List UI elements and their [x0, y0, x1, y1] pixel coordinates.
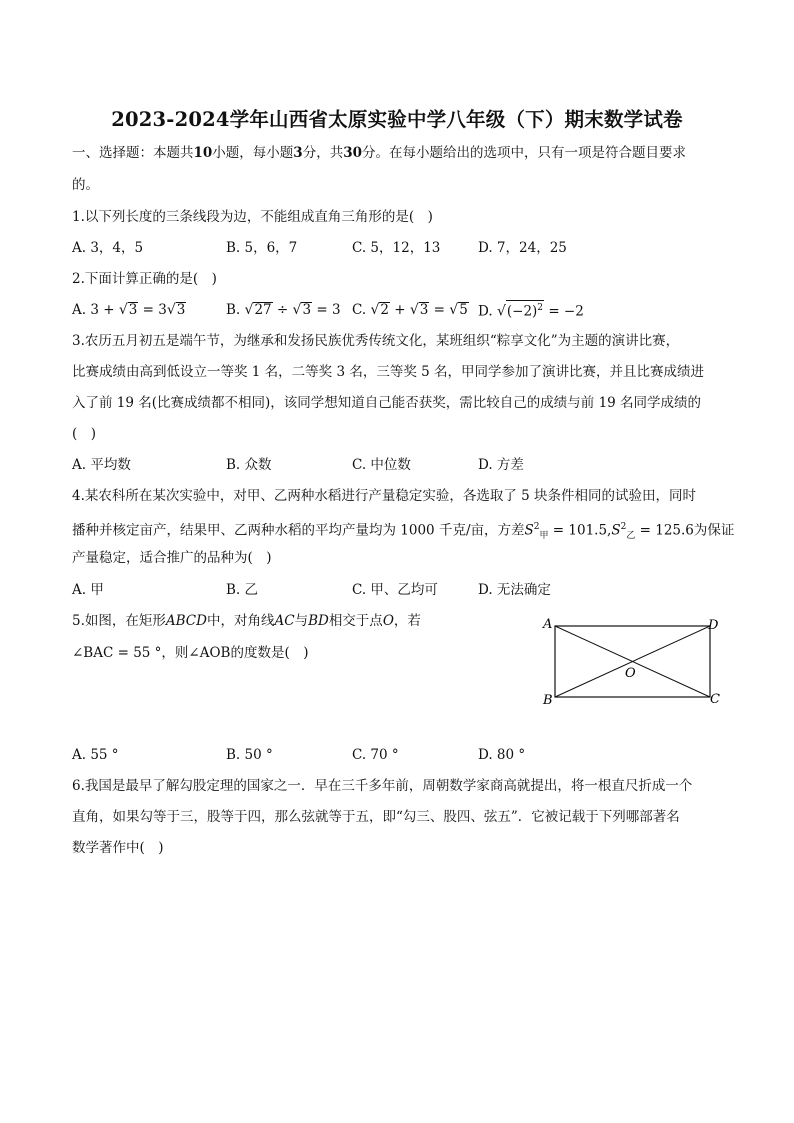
question-6-line-3: 数学著作中( ) — [72, 840, 164, 856]
option-b-text: ÷ — [272, 302, 293, 318]
points-each: 3 — [293, 145, 303, 161]
variance-subscript: 乙 — [626, 531, 636, 542]
option-a-text: = 3 — [138, 302, 167, 318]
question-3-line-3: 入了前 19 名(比赛成绩都不相同)，该同学想知道自己能否获奖，需比较自己的成绩与前 19 名同学成绩的 — [72, 395, 702, 411]
question-6-line-2: 直角，如果勾等于三，股等于四，那么弦就等于五，即“勾三、股四、弦五”．它被记载于下列哪部著名 — [72, 809, 680, 825]
rectangle-figure — [535, 612, 725, 710]
option-d-text: D. — [478, 303, 497, 320]
question-1-option-b: B. 5，6，7 — [226, 240, 298, 256]
radicand-base: (−2) — [506, 303, 538, 320]
question-3-option-c: C. 中位数 — [352, 457, 411, 473]
question-5-option-d: D. 80 ° — [478, 747, 526, 763]
radicand: 3 — [419, 302, 429, 318]
variance-value: = 101.5, — [548, 522, 612, 539]
variance-subscript: 甲 — [539, 531, 549, 542]
option-b-text: = 3 — [312, 302, 341, 318]
vertex-label-b: B — [543, 693, 553, 708]
variance-symbol: S — [611, 522, 621, 539]
section-heading-line2: 的。 — [72, 177, 99, 193]
question-4-option-d: D. 无法确定 — [478, 582, 551, 598]
question-5-text: ，若 — [393, 613, 421, 629]
question-1-option-d: D. 7，24，25 — [478, 240, 567, 256]
diagonal-ac: AC — [274, 613, 295, 629]
diagonal-bd: BD — [308, 613, 329, 629]
section-heading-part: 小题，每小题 — [212, 145, 294, 161]
question-5-option-b: B. 50 ° — [226, 747, 273, 763]
option-c-text: C. — [352, 302, 371, 318]
question-6-line-1: 6.我国是最早了解勾股定理的国家之一．早在三千多年前，周朝数学家商高就提出，将一根直尺折成一个 — [72, 778, 693, 794]
question-3-option-d: D. 方差 — [478, 457, 524, 473]
question-4-option-c: C. 甲、乙均可 — [352, 582, 438, 598]
question-4-option-a: A. 甲 — [72, 582, 104, 598]
option-d-text: = −2 — [544, 303, 584, 320]
vertex-label-a: A — [543, 617, 553, 632]
option-a-text: A. 3 + — [72, 302, 119, 318]
rectangle-name: ABCD — [165, 613, 207, 629]
center-label-o: O — [625, 666, 636, 681]
section-heading-part: 一、选择题：本题共 — [72, 145, 194, 161]
radicand: 3 — [128, 302, 138, 318]
question-2-option-b: B. √27 ÷ √3 = 3 — [226, 302, 341, 318]
exponent: 2 — [537, 303, 544, 313]
radicand: 5 — [459, 302, 468, 318]
radicand: 27 — [254, 302, 272, 318]
question-5-line-2: ∠BAC = 55 °，则∠AOB的度数是( ) — [72, 645, 309, 661]
question-5-text: 与 — [294, 613, 309, 629]
section-heading — [72, 143, 686, 163]
vertex-label-c: C — [710, 692, 720, 707]
question-3-line-4: ( ) — [72, 426, 97, 442]
exam-title: 2023-2024学年山西省太原实验中学八年级（下）期末数学试卷 — [111, 108, 683, 131]
question-4-line-2: 播种并核定亩产，结果甲、乙两种水稻的平均产量均为 1000 千克/亩，方差$S^2_甲 = 101.5,S^2_乙 = 125.6$为保证 — [72, 522, 735, 542]
question-5-text: 相交于点 — [328, 613, 383, 629]
question-5-line-1 — [72, 611, 421, 631]
question-4-line-3: 产量稳定，适合推广的品种为( ) — [72, 550, 272, 566]
radicand: 3 — [176, 302, 186, 318]
question-1-stem: 1.以下列长度的三条线段为边，不能组成直角三角形的是( ) — [72, 209, 433, 225]
option-c-text: + — [389, 302, 410, 318]
question-3-line-1: 3.农历五月初五是端午节，为继承和发扬民族优秀传统文化，某班组织“粽享文化”为主题的演讲比赛， — [72, 333, 680, 349]
radicand: 3 — [302, 302, 312, 318]
question-3-option-b: B. 众数 — [226, 457, 272, 473]
question-2-option-d: D. $√(-2)^2 = -2$ — [478, 300, 584, 322]
question-2-stem: 2.下面计算正确的是( ) — [72, 271, 217, 287]
question-3-line-2: 比赛成绩由高到低设立一等奖 1 名，二等奖 3 名，三等奖 5 名，甲同学参加了演讲比赛，并且比赛成绩进 — [72, 364, 705, 380]
radicand — [506, 300, 544, 320]
question-2-option-a: A. 3 + √3 = 3√3 — [72, 302, 186, 318]
question-4-text: 播种并核定亩产，结果甲、乙两种水稻的平均产量均为 1000 千克/亩，方差 — [72, 522, 525, 539]
variance-symbol: S — [524, 522, 534, 539]
radicand: 2 — [380, 302, 389, 318]
question-1-option-a: A. 3，4，5 — [72, 240, 144, 256]
question-5-text: 5.如图，在矩形 — [72, 613, 166, 629]
vertex-label-d: D — [708, 618, 719, 633]
question-3-option-a: A. 平均数 — [72, 457, 131, 473]
question-4-line-1: 4.某农科所在某次实验中，对甲、乙两种水稻进行产量稳定实验，各选取了 5 块条件相同的试验田，同时 — [72, 488, 697, 504]
section-heading-part: 分。在每小题给出的选项中，只有一项是符合题目要求 — [362, 145, 686, 161]
question-5-option-a: A. 55 ° — [72, 747, 119, 763]
question-1-option-c: C. 5，12，13 — [352, 240, 441, 256]
variance-value: = 125.6 — [635, 522, 694, 539]
question-5-text: 中，对角线 — [206, 613, 275, 629]
option-c-text: = — [429, 302, 450, 318]
question-4-option-b: B. 乙 — [226, 582, 259, 598]
question-4-text: 为保证 — [693, 522, 735, 539]
points-total: 30 — [343, 145, 362, 161]
point-o: O — [382, 613, 394, 629]
question-5-option-c: C. 70 ° — [352, 747, 399, 763]
question-2-option-c: C. √2 + √3 = √5 — [352, 302, 468, 318]
question-count: 10 — [193, 145, 213, 161]
section-heading-part: 分，共 — [302, 145, 344, 161]
option-b-text: B. — [226, 302, 245, 318]
